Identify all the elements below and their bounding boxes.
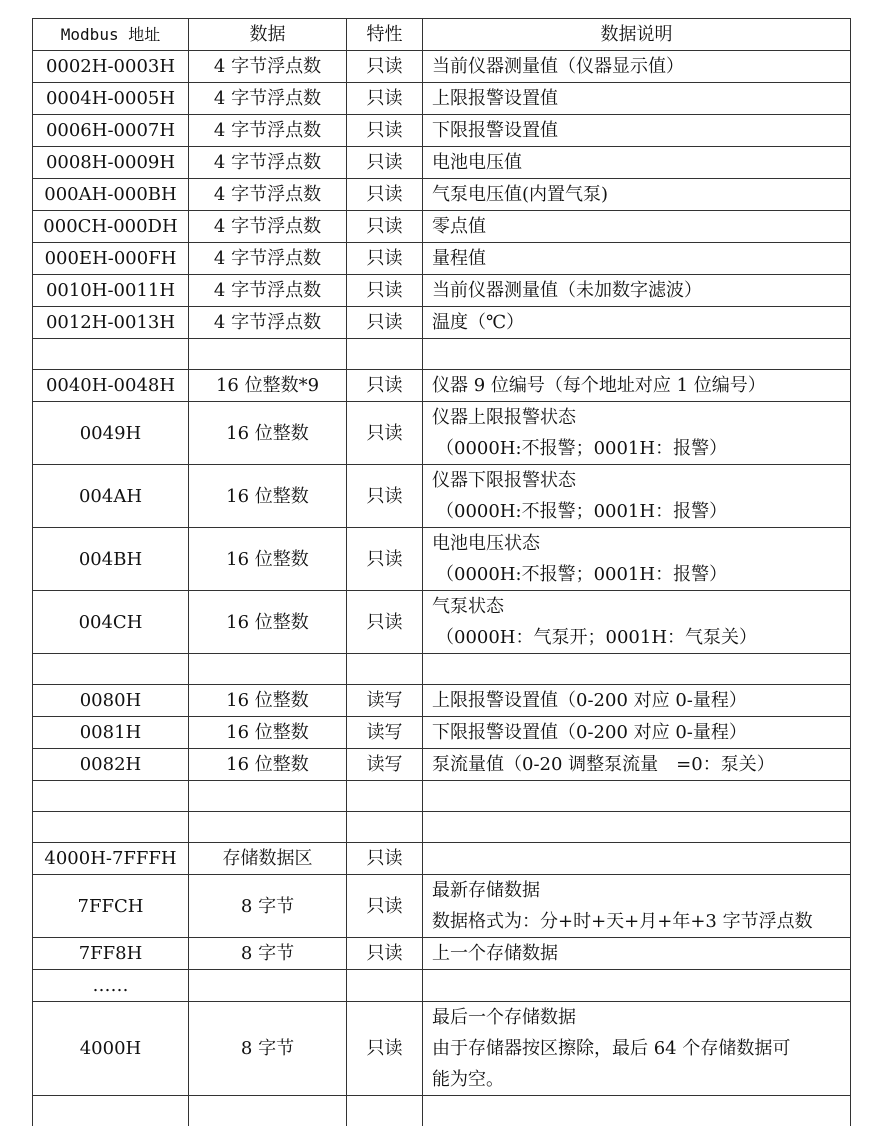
- cell-description: [423, 402, 851, 465]
- cell-data-type: 4 字节浮点数: [189, 83, 347, 115]
- cell-attribute: 只读: [347, 275, 423, 307]
- description-line: 由于存储器按区擦除，最后 64 个存储数据可: [432, 1033, 850, 1064]
- cell-address: 004BH: [33, 528, 189, 591]
- table-row: [33, 402, 851, 465]
- cell-address: ……: [33, 970, 189, 1002]
- modbus-register-table: [32, 18, 851, 1126]
- description-line: 电池电压状态: [432, 528, 850, 559]
- header-data: 数据: [189, 19, 347, 51]
- cell-attribute: 只读: [347, 211, 423, 243]
- cell-address: 000CH-000DH: [33, 211, 189, 243]
- table-row: [33, 370, 851, 402]
- description-line: （0000H:不报警；0001H：报警）: [432, 559, 850, 590]
- description-line: 最新存储数据: [432, 875, 850, 906]
- cell-address: 0040H-0048H: [33, 370, 189, 402]
- description-line: 气泵电压值(内置气泵): [432, 179, 850, 210]
- cell-attribute: 只读: [347, 875, 423, 938]
- description-line: 上限报警设置值: [432, 83, 850, 114]
- cell-description: [423, 243, 851, 275]
- description-line: 下限报警设置值: [432, 115, 850, 146]
- cell-description: [423, 147, 851, 179]
- cell-data-type: 16 位整数: [189, 402, 347, 465]
- cell-description: [423, 717, 851, 749]
- table-row: [33, 843, 851, 875]
- cell-attribute: 只读: [347, 465, 423, 528]
- cell-description: [423, 875, 851, 938]
- cell-description: [423, 812, 851, 843]
- cell-description: [423, 179, 851, 211]
- cell-address: 004AH: [33, 465, 189, 528]
- header-row: [33, 19, 851, 51]
- cell-description: [423, 307, 851, 339]
- header-description: 数据说明: [423, 19, 851, 51]
- description-line: 上限报警设置值（0-200 对应 0-量程）: [432, 685, 850, 716]
- cell-address: 0004H-0005H: [33, 83, 189, 115]
- cell-description: [423, 370, 851, 402]
- cell-data-type: 4 字节浮点数: [189, 243, 347, 275]
- cell-attribute: 只读: [347, 115, 423, 147]
- cell-description: [423, 1002, 851, 1096]
- cell-data-type: 8 字节: [189, 875, 347, 938]
- cell-address: 0080H: [33, 685, 189, 717]
- cell-attribute: 只读: [347, 179, 423, 211]
- cell-attribute: [347, 970, 423, 1002]
- cell-data-type: [189, 781, 347, 812]
- cell-description: [423, 1096, 851, 1126]
- table-row: [33, 970, 851, 1002]
- cell-data-type: 8 字节: [189, 1002, 347, 1096]
- cell-address: 4000H: [33, 1002, 189, 1096]
- table-row: [33, 1002, 851, 1096]
- description-line: 电池电压值: [432, 147, 850, 178]
- cell-attribute: 只读: [347, 243, 423, 275]
- cell-data-type: 4 字节浮点数: [189, 307, 347, 339]
- table-row: [33, 51, 851, 83]
- cell-data-type: 16 位整数: [189, 465, 347, 528]
- cell-description: [423, 83, 851, 115]
- cell-attribute: 读写: [347, 749, 423, 781]
- cell-description: [423, 843, 851, 875]
- table-row: [33, 179, 851, 211]
- cell-data-type: 16 位整数: [189, 749, 347, 781]
- cell-address: [33, 781, 189, 812]
- cell-attribute: [347, 1096, 423, 1126]
- cell-data-type: 16 位整数: [189, 717, 347, 749]
- cell-data-type: 16 位整数: [189, 591, 347, 654]
- description-line: 泵流量值（0-20 调整泵流量 =0：泵关）: [432, 749, 850, 780]
- cell-attribute: 只读: [347, 843, 423, 875]
- cell-address: 0010H-0011H: [33, 275, 189, 307]
- cell-description: [423, 528, 851, 591]
- cell-data-type: 4 字节浮点数: [189, 51, 347, 83]
- cell-data-type: [189, 1096, 347, 1126]
- cell-data-type: 4 字节浮点数: [189, 211, 347, 243]
- description-line: （0000H:不报警；0001H：报警）: [432, 433, 850, 464]
- cell-address: 4000H-7FFFH: [33, 843, 189, 875]
- table-row: [33, 685, 851, 717]
- cell-attribute: 只读: [347, 1002, 423, 1096]
- table-row: [33, 275, 851, 307]
- table-row: [33, 243, 851, 275]
- cell-attribute: 只读: [347, 938, 423, 970]
- cell-attribute: 只读: [347, 591, 423, 654]
- table-row: [33, 938, 851, 970]
- cell-address: 0049H: [33, 402, 189, 465]
- description-line: 温度（℃）: [432, 307, 850, 338]
- description-line: 数据格式为：分+时+天+月+年+3 字节浮点数: [432, 906, 850, 937]
- description-line: 气泵状态: [432, 591, 850, 622]
- cell-description: [423, 51, 851, 83]
- description-line: 当前仪器测量值（未加数字滤波）: [432, 275, 850, 306]
- cell-address: [33, 812, 189, 843]
- table-row: [33, 83, 851, 115]
- table-row: [33, 654, 851, 685]
- cell-attribute: 读写: [347, 717, 423, 749]
- cell-data-type: 8 字节: [189, 938, 347, 970]
- cell-attribute: 只读: [347, 402, 423, 465]
- cell-description: [423, 781, 851, 812]
- cell-address: 000EH-000FH: [33, 243, 189, 275]
- cell-description: [423, 591, 851, 654]
- cell-address: 0006H-0007H: [33, 115, 189, 147]
- cell-data-type: [189, 812, 347, 843]
- table-row: [33, 781, 851, 812]
- cell-data-type: [189, 970, 347, 1002]
- description-line: 仪器 9 位编号（每个地址对应 1 位编号）: [432, 370, 850, 401]
- cell-address: [33, 1096, 189, 1126]
- cell-address: 7FF8H: [33, 938, 189, 970]
- cell-address: 0012H-0013H: [33, 307, 189, 339]
- description-line: 零点值: [432, 211, 850, 242]
- cell-attribute: [347, 812, 423, 843]
- cell-description: [423, 938, 851, 970]
- cell-attribute: [347, 654, 423, 685]
- cell-data-type: 存储数据区: [189, 843, 347, 875]
- table-row: [33, 211, 851, 243]
- cell-description: [423, 654, 851, 685]
- cell-description: [423, 275, 851, 307]
- cell-description: [423, 749, 851, 781]
- cell-attribute: [347, 781, 423, 812]
- cell-description: [423, 211, 851, 243]
- cell-attribute: [347, 339, 423, 370]
- description-line: 仪器上限报警状态: [432, 402, 850, 433]
- cell-data-type: [189, 654, 347, 685]
- cell-address: 7FFCH: [33, 875, 189, 938]
- table-row: [33, 1096, 851, 1126]
- table-row: [33, 465, 851, 528]
- table-row: [33, 307, 851, 339]
- description-line: （0000H：气泵开；0001H：气泵关）: [432, 622, 850, 653]
- cell-address: 0008H-0009H: [33, 147, 189, 179]
- cell-address: 0002H-0003H: [33, 51, 189, 83]
- cell-attribute: 只读: [347, 83, 423, 115]
- cell-data-type: 4 字节浮点数: [189, 179, 347, 211]
- cell-data-type: 4 字节浮点数: [189, 275, 347, 307]
- table-body: [33, 51, 851, 1126]
- table-row: [33, 875, 851, 938]
- cell-description: [423, 970, 851, 1002]
- cell-description: [423, 465, 851, 528]
- table-row: [33, 147, 851, 179]
- cell-data-type: 4 字节浮点数: [189, 115, 347, 147]
- cell-data-type: 4 字节浮点数: [189, 147, 347, 179]
- cell-attribute: 只读: [347, 307, 423, 339]
- cell-data-type: 16 位整数*9: [189, 370, 347, 402]
- cell-attribute: 只读: [347, 147, 423, 179]
- table-row: [33, 115, 851, 147]
- cell-attribute: 读写: [347, 685, 423, 717]
- header-address: Modbus 地址: [33, 19, 189, 51]
- cell-attribute: 只读: [347, 528, 423, 591]
- table-row: [33, 591, 851, 654]
- cell-address: 0082H: [33, 749, 189, 781]
- cell-address: 000AH-000BH: [33, 179, 189, 211]
- cell-data-type: [189, 339, 347, 370]
- cell-data-type: 16 位整数: [189, 685, 347, 717]
- description-line: 上一个存储数据: [432, 938, 850, 969]
- cell-data-type: 16 位整数: [189, 528, 347, 591]
- cell-attribute: 只读: [347, 51, 423, 83]
- description-line: 能为空。: [432, 1064, 850, 1095]
- cell-attribute: 只读: [347, 370, 423, 402]
- cell-description: [423, 339, 851, 370]
- cell-address: [33, 339, 189, 370]
- table-row: [33, 812, 851, 843]
- table-row: [33, 339, 851, 370]
- table-row: [33, 528, 851, 591]
- cell-address: 0081H: [33, 717, 189, 749]
- description-line: 当前仪器测量值（仪器显示值）: [432, 51, 850, 82]
- description-line: 仪器下限报警状态: [432, 465, 850, 496]
- cell-address: [33, 654, 189, 685]
- header-attribute: 特性: [347, 19, 423, 51]
- cell-description: [423, 685, 851, 717]
- cell-description: [423, 115, 851, 147]
- description-line: 量程值: [432, 243, 850, 274]
- description-line: 最后一个存储数据: [432, 1002, 850, 1033]
- description-line: 下限报警设置值（0-200 对应 0-量程）: [432, 717, 850, 748]
- description-line: （0000H:不报警；0001H：报警）: [432, 496, 850, 527]
- cell-address: 004CH: [33, 591, 189, 654]
- table-row: [33, 717, 851, 749]
- table-row: [33, 749, 851, 781]
